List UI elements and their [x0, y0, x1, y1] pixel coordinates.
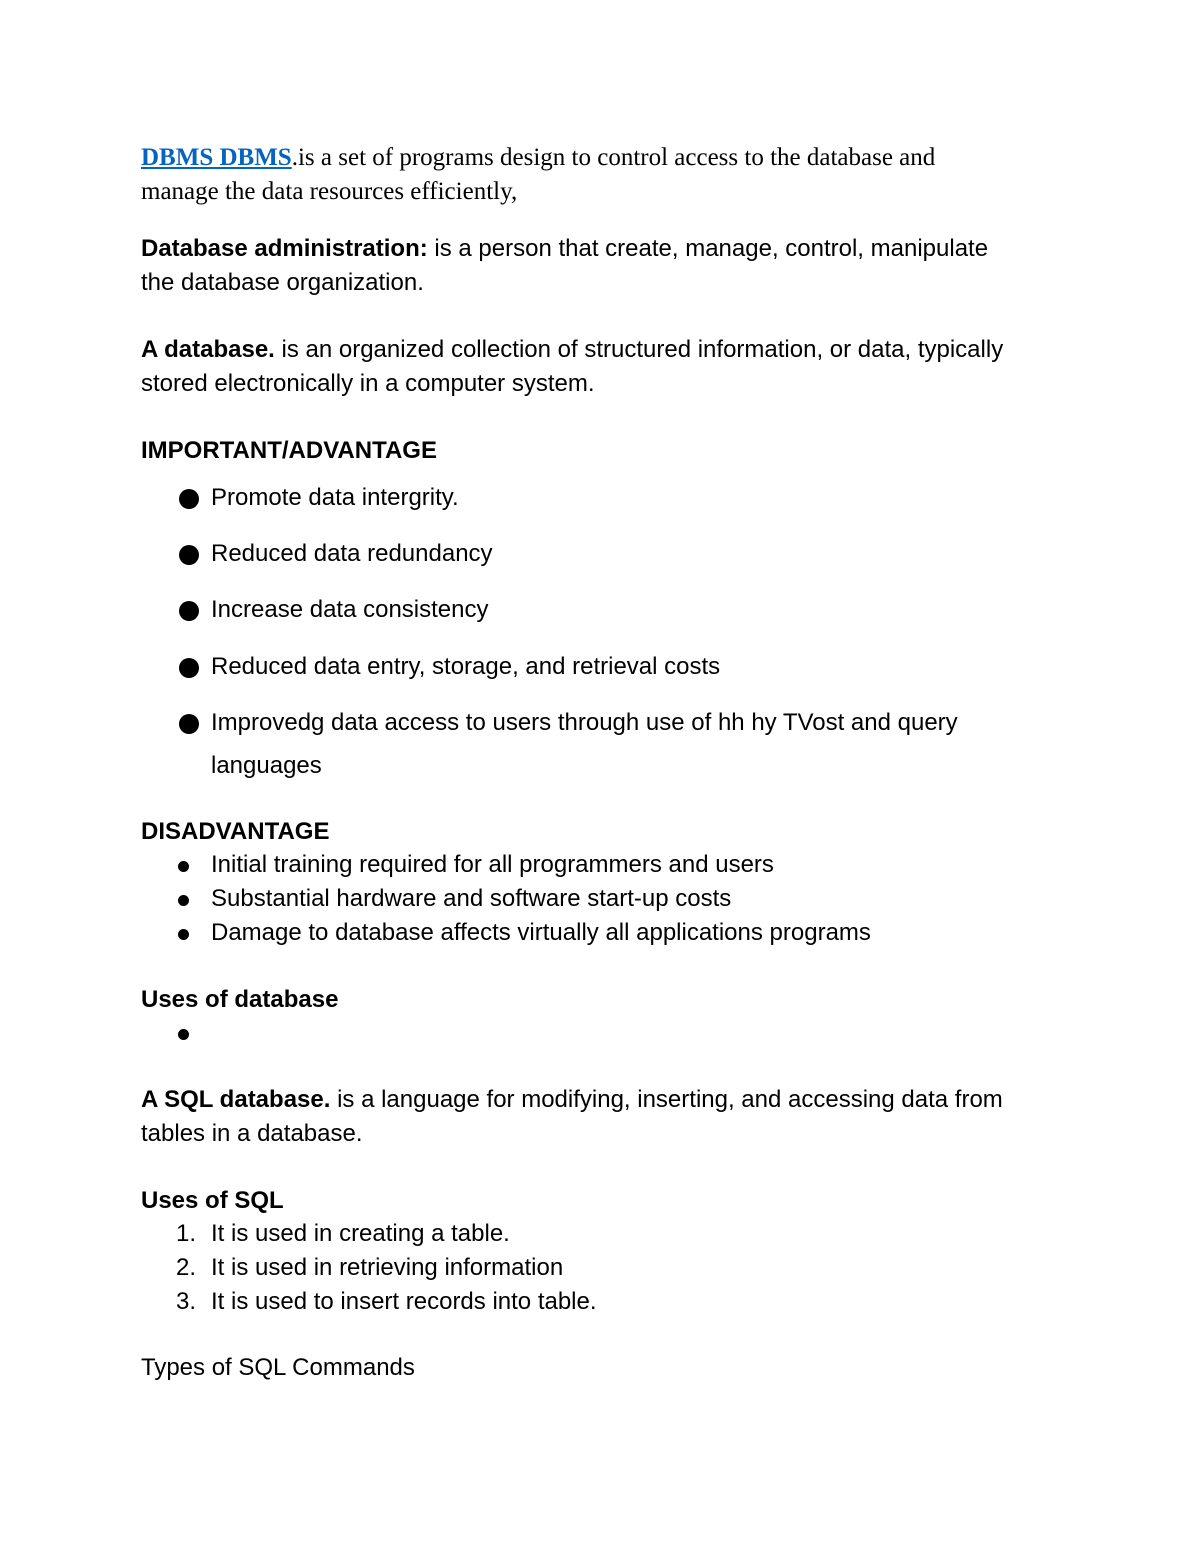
advantage-item: Reduced data entry, storage, and retrieval costs	[211, 653, 721, 680]
disadvantage-item: Substantial hardware and software start-up costs	[211, 885, 732, 912]
advantage-item: Promote data intergrity.	[211, 484, 459, 511]
dba-paragraph-line2: the database organization.	[141, 269, 424, 296]
bullet-icon	[179, 714, 199, 734]
dbms-paragraph-line1	[141, 142, 935, 174]
dba-definition-text: is a person that create, manage, control, manipulate	[427, 235, 989, 262]
bullet-icon	[178, 929, 189, 940]
disadvantages-heading: DISADVANTAGE	[141, 818, 330, 845]
uses-of-database-heading: Uses of database	[141, 986, 339, 1013]
dbms-definition-text: .is a set of programs design to control access to the database and	[291, 144, 936, 171]
database-paragraph-line2: stored electronically in a computer system.	[141, 370, 595, 397]
advantage-item-continuation: languages	[211, 752, 322, 779]
dbms-paragraph-line2: manage the data resources efficiently,	[141, 178, 518, 205]
sql-definition-text: is a language for modifying, inserting, and accessing data from	[330, 1086, 1003, 1113]
list-number: 1.	[176, 1220, 197, 1247]
bullet-icon	[179, 489, 199, 509]
bullet-icon	[178, 861, 189, 872]
dbms-link[interactable]: DBMS DBMS	[141, 144, 292, 171]
dba-paragraph-line1	[141, 233, 988, 265]
uses-of-sql-heading: Uses of SQL	[141, 1187, 284, 1214]
bullet-icon	[179, 545, 199, 565]
dba-term: Database administration:	[141, 235, 428, 262]
bullet-icon	[179, 601, 199, 621]
sql-use-item: It is used in creating a table.	[211, 1220, 510, 1247]
database-term: A database.	[141, 336, 275, 363]
list-number: 3.	[176, 1288, 197, 1315]
database-definition-text: is an organized collection of structured information, or data, typically	[274, 336, 1004, 363]
advantage-item: Reduced data redundancy	[211, 540, 493, 567]
disadvantage-item: Initial training required for all programmers and users	[211, 851, 774, 878]
database-paragraph-line1	[141, 334, 1003, 366]
advantages-heading: IMPORTANT/ADVANTAGE	[141, 437, 437, 464]
list-number: 2.	[176, 1254, 197, 1281]
bullet-icon	[178, 1029, 189, 1040]
advantage-item: Improvedg data access to users through use of hh hy TVost and query	[211, 709, 958, 736]
bullet-icon	[178, 895, 189, 906]
sql-use-item: It is used in retrieving information	[211, 1254, 564, 1281]
sql-paragraph-line2: tables in a database.	[141, 1120, 363, 1147]
sql-use-item: It is used to insert records into table.	[211, 1288, 597, 1315]
bullet-icon	[179, 658, 199, 678]
advantage-item: Increase data consistency	[211, 596, 489, 623]
types-of-sql-heading: Types of SQL Commands	[141, 1354, 415, 1381]
sql-term: A SQL database.	[141, 1086, 331, 1113]
disadvantage-item: Damage to database affects virtually all applications programs	[211, 919, 871, 946]
sql-paragraph-line1	[141, 1084, 1003, 1116]
